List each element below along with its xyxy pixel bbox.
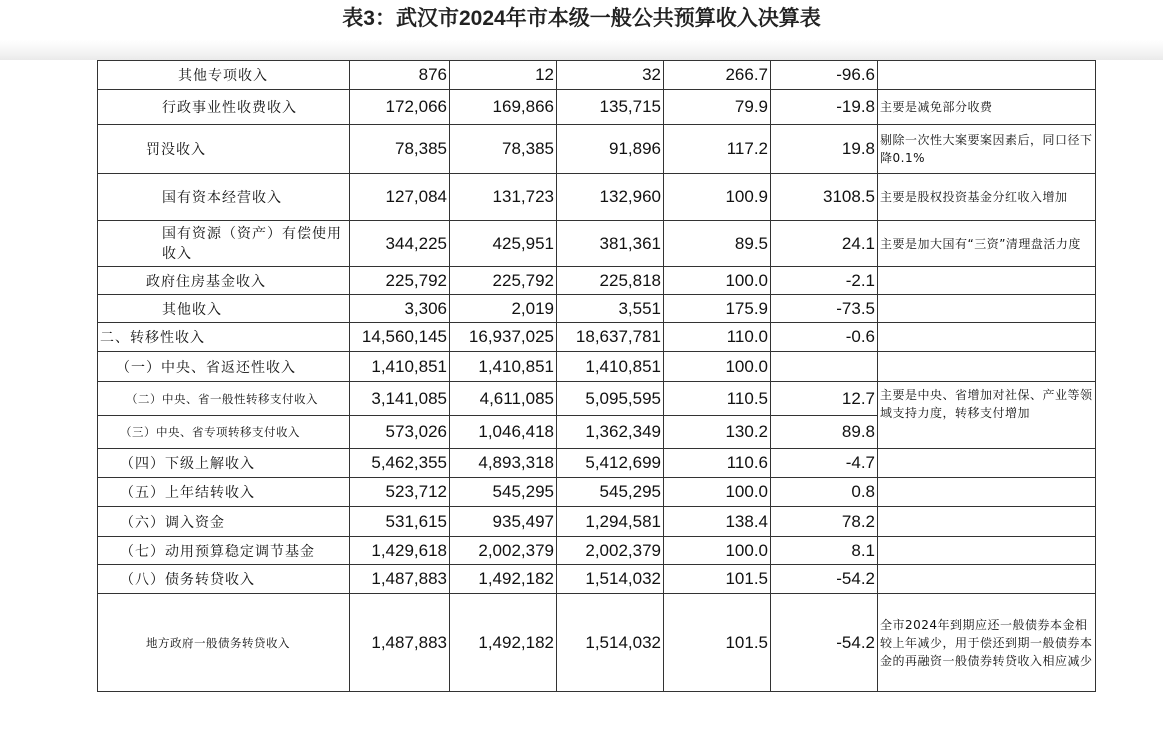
ratio-cell: 117.2 bbox=[664, 125, 771, 174]
table-row bbox=[98, 565, 1096, 594]
ratio-cell: 100.0 bbox=[664, 352, 771, 382]
value-cell: 523,712 bbox=[350, 478, 450, 507]
item-name: 罚没收入 bbox=[98, 125, 350, 174]
item-name: 政府住房基金收入 bbox=[98, 267, 350, 295]
item-name: （六）调入资金 bbox=[98, 507, 350, 537]
ratio-cell: 100.0 bbox=[664, 537, 771, 565]
note-cell bbox=[878, 295, 1096, 323]
value-cell: 1,514,032 bbox=[557, 594, 664, 692]
change-cell: 3108.5 bbox=[771, 174, 878, 221]
note-cell bbox=[878, 323, 1096, 352]
item-name: 国有资本经营收入 bbox=[98, 174, 350, 221]
ratio-cell: 138.4 bbox=[664, 507, 771, 537]
change-cell: -73.5 bbox=[771, 295, 878, 323]
value-cell: 132,960 bbox=[557, 174, 664, 221]
ratio-cell: 110.0 bbox=[664, 323, 771, 352]
item-name: （四）下级上解收入 bbox=[98, 449, 350, 478]
note-cell bbox=[878, 565, 1096, 594]
budget-table bbox=[97, 60, 1096, 692]
ratio-cell: 130.2 bbox=[664, 416, 771, 449]
table-row bbox=[98, 125, 1096, 174]
item-name: （三）中央、省专项转移支付收入 bbox=[98, 416, 350, 449]
change-cell: 89.8 bbox=[771, 416, 878, 449]
value-cell: 5,462,355 bbox=[350, 449, 450, 478]
table-row bbox=[98, 295, 1096, 323]
change-cell: -4.7 bbox=[771, 449, 878, 478]
change-cell: 78.2 bbox=[771, 507, 878, 537]
value-cell: 1,294,581 bbox=[557, 507, 664, 537]
ratio-cell: 175.9 bbox=[664, 295, 771, 323]
value-cell: 3,141,085 bbox=[350, 382, 450, 416]
item-name: 二、转移性收入 bbox=[98, 323, 350, 352]
change-cell: 19.8 bbox=[771, 125, 878, 174]
ratio-cell: 266.7 bbox=[664, 61, 771, 90]
table-row bbox=[98, 323, 1096, 352]
value-cell: 1,514,032 bbox=[557, 565, 664, 594]
ratio-cell: 110.5 bbox=[664, 382, 771, 416]
value-cell: 2,002,379 bbox=[450, 537, 557, 565]
note-cell bbox=[878, 267, 1096, 295]
table-row bbox=[98, 507, 1096, 537]
item-name: 行政事业性收费收入 bbox=[98, 90, 350, 125]
value-cell: 545,295 bbox=[450, 478, 557, 507]
note-cell bbox=[878, 478, 1096, 507]
change-cell: 12.7 bbox=[771, 382, 878, 416]
value-cell: 14,560,145 bbox=[350, 323, 450, 352]
ratio-cell: 101.5 bbox=[664, 565, 771, 594]
change-cell: -96.6 bbox=[771, 61, 878, 90]
table-row bbox=[98, 221, 1096, 267]
ratio-cell: 100.0 bbox=[664, 267, 771, 295]
table-row bbox=[98, 449, 1096, 478]
value-cell: 545,295 bbox=[557, 478, 664, 507]
item-name: （二）中央、省一般性转移支付收入 bbox=[98, 382, 350, 416]
value-cell: 1,362,349 bbox=[557, 416, 664, 449]
value-cell: 381,361 bbox=[557, 221, 664, 267]
change-cell bbox=[771, 352, 878, 382]
value-cell: 225,818 bbox=[557, 267, 664, 295]
value-cell: 135,715 bbox=[557, 90, 664, 125]
table-row bbox=[98, 174, 1096, 221]
note-cell: 主要是减免部分收费 bbox=[878, 90, 1096, 125]
value-cell: 935,497 bbox=[450, 507, 557, 537]
table-row bbox=[98, 90, 1096, 125]
value-cell: 78,385 bbox=[350, 125, 450, 174]
note-cell bbox=[878, 507, 1096, 537]
note-cell: 主要是中央、省增加对社保、产业等领域支持力度，转移支付增加 bbox=[878, 382, 1096, 449]
ratio-cell: 100.0 bbox=[664, 478, 771, 507]
ratio-cell: 100.9 bbox=[664, 174, 771, 221]
value-cell: 1,429,618 bbox=[350, 537, 450, 565]
value-cell: 91,896 bbox=[557, 125, 664, 174]
value-cell: 5,412,699 bbox=[557, 449, 664, 478]
value-cell: 12 bbox=[450, 61, 557, 90]
value-cell: 1,410,851 bbox=[557, 352, 664, 382]
value-cell: 1,487,883 bbox=[350, 565, 450, 594]
value-cell: 425,951 bbox=[450, 221, 557, 267]
value-cell: 172,066 bbox=[350, 90, 450, 125]
change-cell: -54.2 bbox=[771, 565, 878, 594]
ratio-cell: 110.6 bbox=[664, 449, 771, 478]
value-cell: 3,306 bbox=[350, 295, 450, 323]
value-cell: 4,893,318 bbox=[450, 449, 557, 478]
value-cell: 32 bbox=[557, 61, 664, 90]
value-cell: 3,551 bbox=[557, 295, 664, 323]
change-cell: 0.8 bbox=[771, 478, 878, 507]
note-cell: 剔除一次性大案要案因素后，同口径下降0.1% bbox=[878, 125, 1096, 174]
value-cell: 225,792 bbox=[350, 267, 450, 295]
value-cell: 16,937,025 bbox=[450, 323, 557, 352]
value-cell: 225,792 bbox=[450, 267, 557, 295]
value-cell: 876 bbox=[350, 61, 450, 90]
note-cell: 全市2024年到期应还一般债券本金相较上年减少，用于偿还到期一般债券本金的再融资一般债券转贷收入相应减少 bbox=[878, 594, 1096, 692]
item-name: 其他专项收入 bbox=[98, 61, 350, 90]
change-cell: -19.8 bbox=[771, 90, 878, 125]
note-cell: 主要是股权投资基金分红收入增加 bbox=[878, 174, 1096, 221]
table-row bbox=[98, 267, 1096, 295]
item-name: （七）动用预算稳定调节基金 bbox=[98, 537, 350, 565]
value-cell: 131,723 bbox=[450, 174, 557, 221]
value-cell: 2,002,379 bbox=[557, 537, 664, 565]
item-name: 国有资源（资产）有偿使用收入 bbox=[98, 221, 350, 267]
note-cell bbox=[878, 449, 1096, 478]
value-cell: 18,637,781 bbox=[557, 323, 664, 352]
value-cell: 1,487,883 bbox=[350, 594, 450, 692]
value-cell: 4,611,085 bbox=[450, 382, 557, 416]
item-name: 其他收入 bbox=[98, 295, 350, 323]
item-name: （一）中央、省返还性收入 bbox=[98, 352, 350, 382]
change-cell: -54.2 bbox=[771, 594, 878, 692]
change-cell: -0.6 bbox=[771, 323, 878, 352]
table-row bbox=[98, 594, 1096, 692]
change-cell: 24.1 bbox=[771, 221, 878, 267]
note-cell bbox=[878, 537, 1096, 565]
value-cell: 2,019 bbox=[450, 295, 557, 323]
item-name: （八）债务转贷收入 bbox=[98, 565, 350, 594]
table-row bbox=[98, 478, 1096, 507]
ratio-cell: 79.9 bbox=[664, 90, 771, 125]
value-cell: 169,866 bbox=[450, 90, 557, 125]
table-row bbox=[98, 382, 1096, 416]
table-row bbox=[98, 352, 1096, 382]
table-row bbox=[98, 61, 1096, 90]
ratio-cell: 101.5 bbox=[664, 594, 771, 692]
value-cell: 1,492,182 bbox=[450, 594, 557, 692]
table-row bbox=[98, 537, 1096, 565]
value-cell: 1,410,851 bbox=[450, 352, 557, 382]
value-cell: 531,615 bbox=[350, 507, 450, 537]
value-cell: 5,095,595 bbox=[557, 382, 664, 416]
note-cell: 主要是加大国有“三资”清理盘活力度 bbox=[878, 221, 1096, 267]
value-cell: 1,046,418 bbox=[450, 416, 557, 449]
note-cell bbox=[878, 61, 1096, 90]
change-cell: -2.1 bbox=[771, 267, 878, 295]
value-cell: 1,410,851 bbox=[350, 352, 450, 382]
item-name: 地方政府一般债务转贷收入 bbox=[98, 594, 350, 692]
item-name: （五）上年结转收入 bbox=[98, 478, 350, 507]
ratio-cell: 89.5 bbox=[664, 221, 771, 267]
value-cell: 1,492,182 bbox=[450, 565, 557, 594]
value-cell: 127,084 bbox=[350, 174, 450, 221]
value-cell: 78,385 bbox=[450, 125, 557, 174]
change-cell: 8.1 bbox=[771, 537, 878, 565]
value-cell: 573,026 bbox=[350, 416, 450, 449]
value-cell: 344,225 bbox=[350, 221, 450, 267]
note-cell bbox=[878, 352, 1096, 382]
page-title: 表3：武汉市2024年市本级一般公共预算收入决算表 bbox=[342, 7, 821, 30]
